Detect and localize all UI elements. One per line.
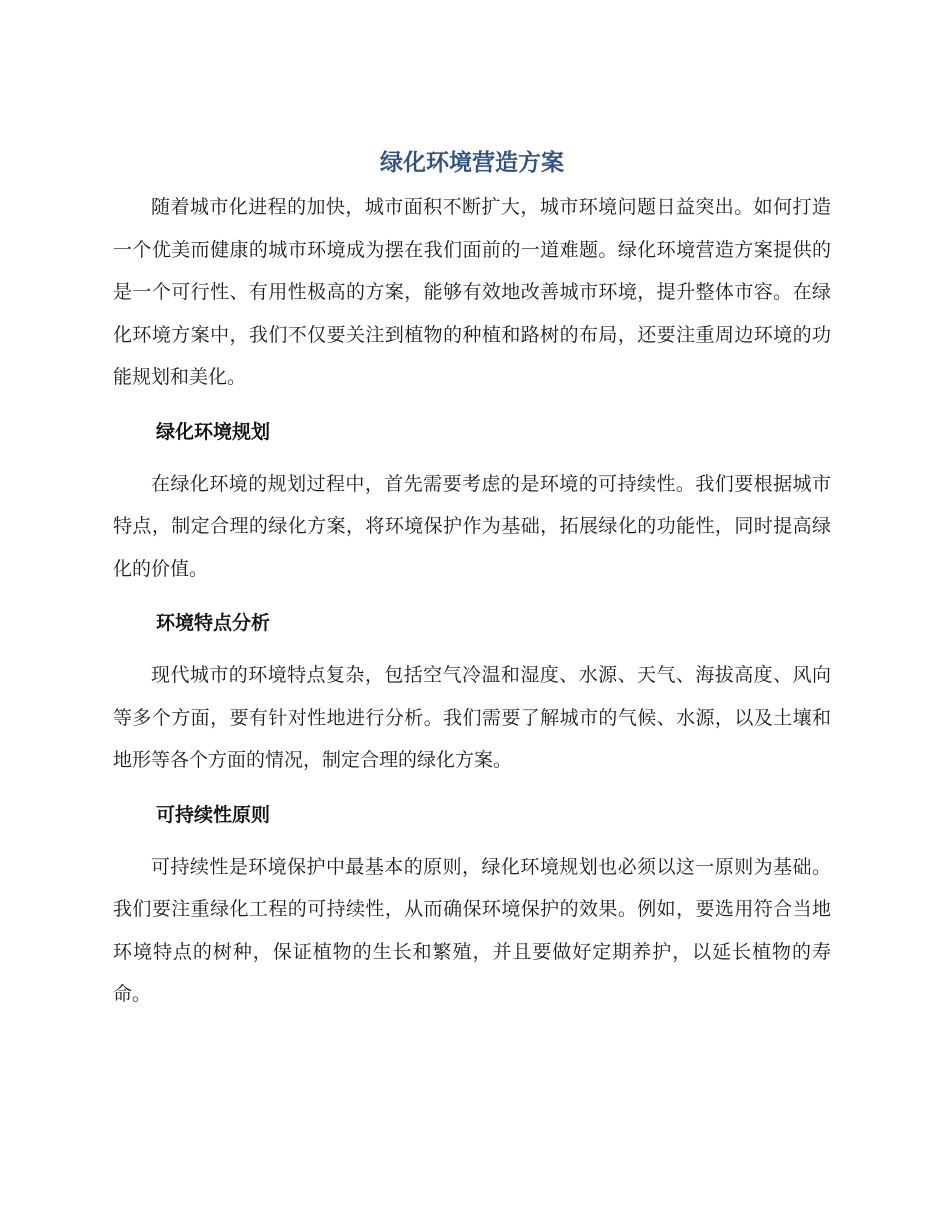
section-body-planning: 在绿化环境的规划过程中，首先需要考虑的是环境的可持续性。我们要根据城市特点，制定合理的绿化方案，将环境保护作为基础，拓展绿化的功能性，同时提高绿化的价值。: [113, 472, 831, 580]
document-page: [113, 140, 831, 1016]
section-body-analysis: 现代城市的环境特点复杂，包括空气冷温和湿度、水源、天气、海拔高度、风向等多个方面，要有针对性地进行分析。我们需要了解城市的气候、水源，以及土壤和地形等各个方面的情况，制定合理的绿化方案。: [113, 664, 831, 771]
section-heading-sustainability: 可持续性原则: [156, 803, 271, 826]
section-heading-analysis: 环境特点分析: [156, 612, 271, 634]
section-body-sustainability: 可持续性是环境保护中最基本的原则，绿化环境规划也必须以这一原则为基础。我们要注重绿化工程的可持续性，从而确保环境保护的效果。例如，要选用符合当地环境特点的树种，保证植物的生长和繁殖，并且要做好定期养护，以延长植物的寿命。: [113, 855, 831, 1005]
intro-paragraph: 随着城市化进程的加快，城市面积不断扩大，城市环境问题日益突出。如何打造一个优美而健康的城市环境成为摆在我们面前的一道难题。绿化环境营造方案提供的是一个可行性、有用性极高的方案，能够有效地改善城市环境，提升整体市容。在绿化环境方案中，我们不仅要关注到植物的种植和路树的布局，还要注重周边环境的功能规划和美化。: [113, 196, 831, 388]
document-title: 绿化环境营造方案: [380, 150, 564, 176]
section-heading-planning: 绿化环境规划: [156, 420, 271, 443]
